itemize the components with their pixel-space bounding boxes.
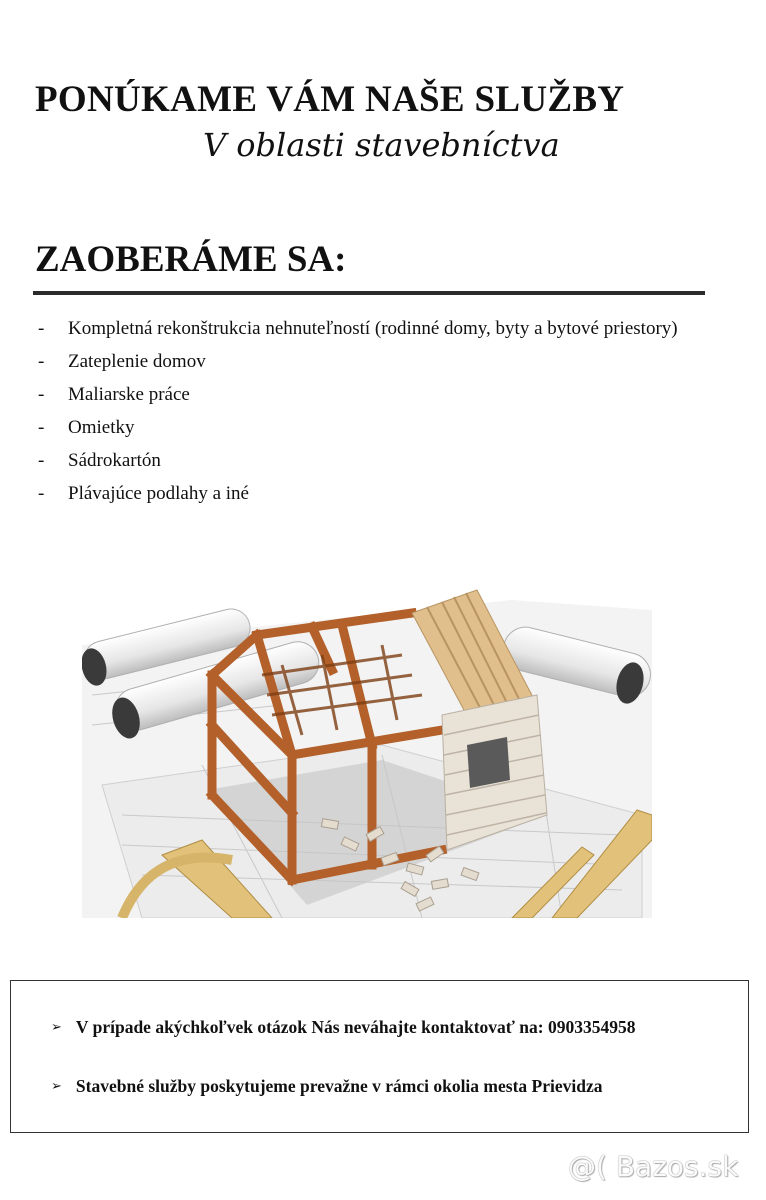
bullet-dash: - <box>38 384 45 405</box>
bullet-dash: - <box>38 351 45 372</box>
list-item <box>38 411 704 444</box>
list-item <box>38 378 704 411</box>
service-area-text: Stavebné služby poskytujeme prevažne v rámci okolia mesta Prievidza <box>75 1076 603 1096</box>
list-item-text: Kompletná rekonštrukcia nehnuteľností (rodinné domy, byty a bytové priestory) <box>68 318 678 339</box>
list-item <box>38 477 704 510</box>
list-item-text: Plávajúce podlahy a iné <box>68 483 249 504</box>
bullet-dash: - <box>38 318 45 339</box>
list-item-text: Maliarske práce <box>68 384 190 405</box>
services-list <box>38 312 704 510</box>
bazos-watermark: @( Bazos.sk <box>568 1150 739 1183</box>
list-item-text: Omietky <box>68 417 135 438</box>
list-item-text: Sádrokartón <box>68 450 161 471</box>
arrow-bullet-icon: ➢ <box>51 1079 62 1094</box>
list-item <box>38 345 704 378</box>
page-subtitle: V oblasti stavebníctva <box>203 126 560 164</box>
bullet-dash: - <box>38 417 45 438</box>
contact-box <box>10 980 749 1133</box>
list-item <box>38 312 704 345</box>
page-title: PONÚKAME VÁM NAŠE SLUŽBY <box>35 79 625 120</box>
bullet-dash: - <box>38 450 45 471</box>
heading-divider <box>33 291 705 295</box>
contact-phone-line <box>51 1017 635 1038</box>
bullet-dash: - <box>38 483 45 504</box>
list-item-text: Zateplenie domov <box>68 351 206 372</box>
contact-phone-text: V prípade akýchkoľvek otázok Nás neváhajte kontaktovať na: 0903354958 <box>75 1017 636 1037</box>
service-area-line <box>51 1076 602 1097</box>
house-construction-illustration <box>82 585 652 918</box>
arrow-bullet-icon: ➢ <box>51 1020 62 1035</box>
list-item <box>38 444 704 477</box>
section-heading: ZAOBERÁME SA: <box>35 239 347 280</box>
